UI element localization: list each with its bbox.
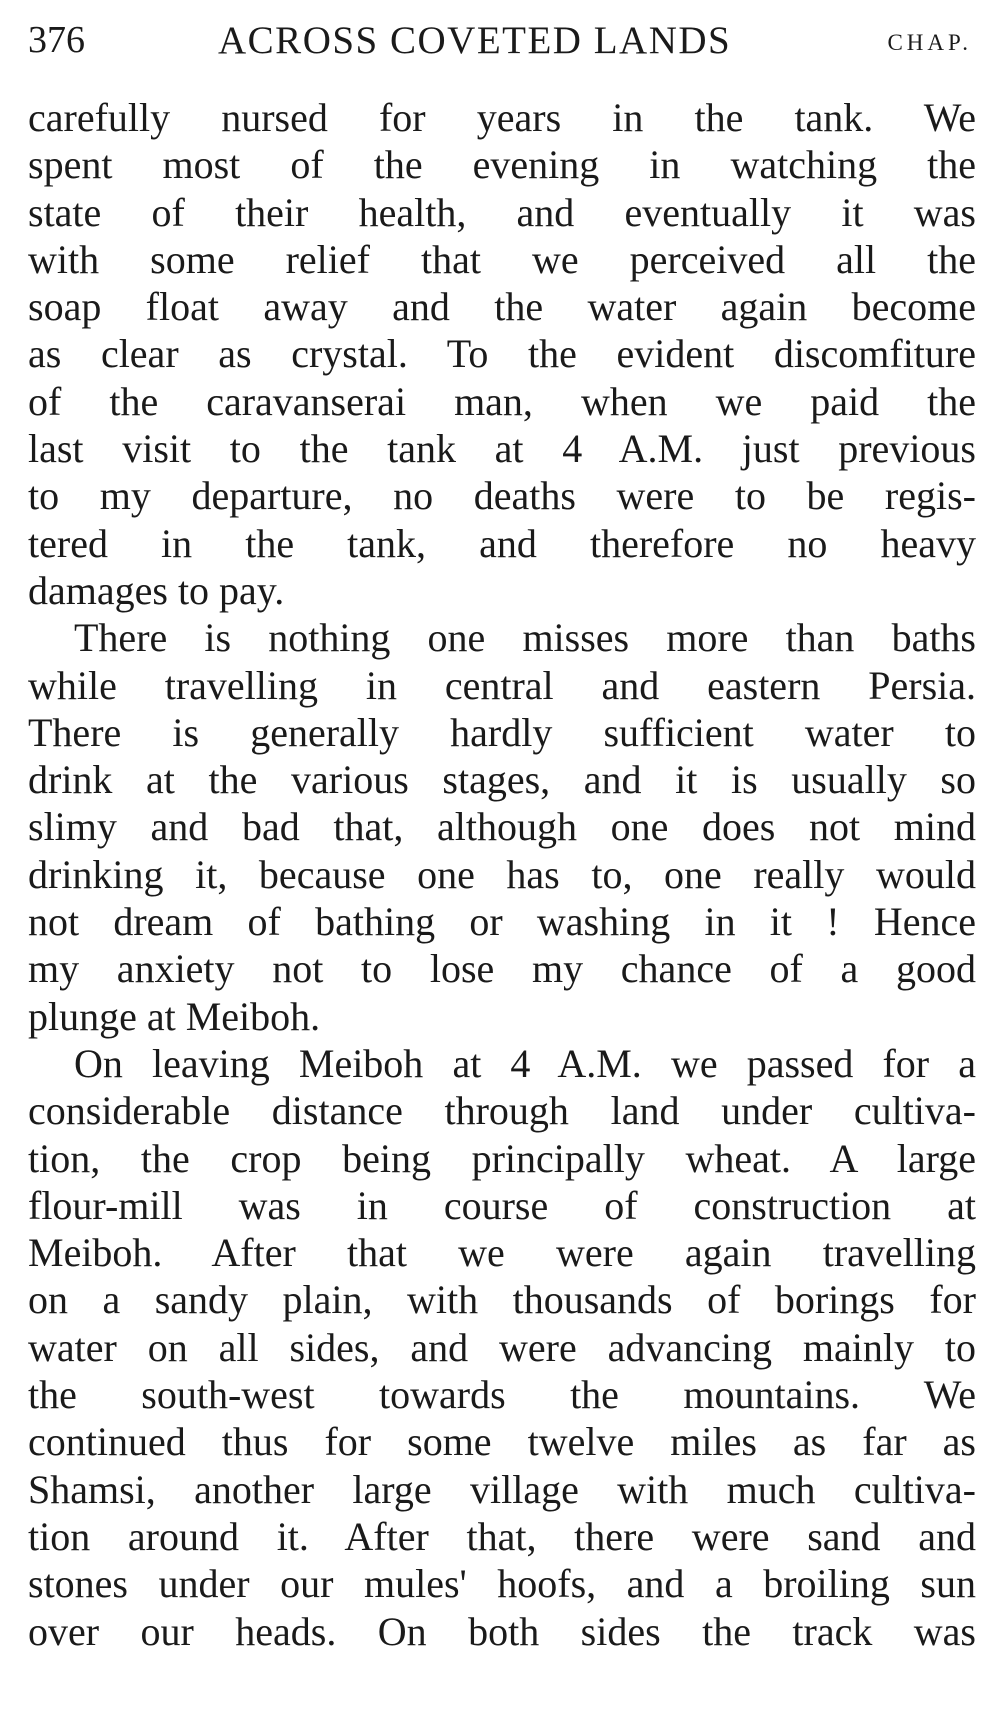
text-line: water on all sides, and were advancing mainly to (28, 1324, 976, 1370)
running-head (28, 8, 980, 72)
text-line: the south-west towards the mountains. We (28, 1372, 976, 1418)
text-line: There is generally hardly sufficient water to (28, 709, 976, 755)
text-line: considerable distance through land under cultiva- (28, 1088, 976, 1134)
text-line: carefully nursed for years in the tank. We (28, 95, 976, 140)
text-line: spent most of the evening in watching the (28, 142, 976, 188)
text-line: damages to pay. (28, 567, 285, 613)
text-line: tered in the tank, and therefore no heavy (28, 520, 976, 566)
text-line: flour-mill was in course of construction at (28, 1182, 976, 1228)
paragraph (28, 94, 976, 614)
body-text (28, 94, 976, 1655)
text-line: On leaving Meiboh at 4 A.M. we passed for a (74, 1040, 976, 1086)
text-line: drink at the various stages, and it is usually so (28, 757, 976, 803)
chapter-label: CHAP. (887, 30, 972, 55)
text-line: plunge at Meiboh. (28, 993, 321, 1039)
text-line: of the caravanserai man, when we paid the (28, 378, 976, 424)
text-line: Shamsi, another large village with much cultiva- (28, 1466, 976, 1512)
text-line: with some relief that we perceived all the (28, 236, 976, 282)
text-line: state of their health, and eventually it was (28, 189, 976, 235)
text-line: while travelling in central and eastern Persia. (28, 662, 976, 708)
text-line: slimy and bad that, although one does not mind (28, 804, 976, 850)
text-line: There is nothing one misses more than baths (74, 615, 976, 661)
text-line: stones under our mules' hoofs, and a broiling sun (28, 1561, 976, 1607)
text-line: last visit to the tank at 4 A.M. just previous (28, 426, 976, 472)
text-line: my anxiety not to lose my chance of a good (28, 946, 976, 992)
book-title: ACROSS COVETED LANDS (218, 19, 732, 62)
text-line: tion, the crop being principally wheat. A large (28, 1135, 976, 1181)
text-line: over our heads. On both sides the track was (28, 1608, 976, 1654)
paragraph (28, 614, 976, 1040)
text-line: as clear as crystal. To the evident discomfiture (28, 331, 976, 377)
text-line: tion around it. After that, there were sand and (28, 1513, 976, 1559)
page-number: 376 (28, 19, 85, 61)
text-line: Meiboh. After that we were again travelling (28, 1230, 976, 1276)
text-line: drinking it, because one has to, one really would (28, 851, 976, 897)
text-line: to my departure, no deaths were to be regis- (28, 473, 976, 519)
text-line: continued thus for some twelve miles as far as (28, 1419, 976, 1465)
paragraph (28, 1040, 976, 1655)
text-line: on a sandy plain, with thousands of borings for (28, 1277, 976, 1323)
text-line: not dream of bathing or washing in it ! Hence (28, 899, 976, 945)
text-line: soap float away and the water again become (28, 284, 976, 330)
